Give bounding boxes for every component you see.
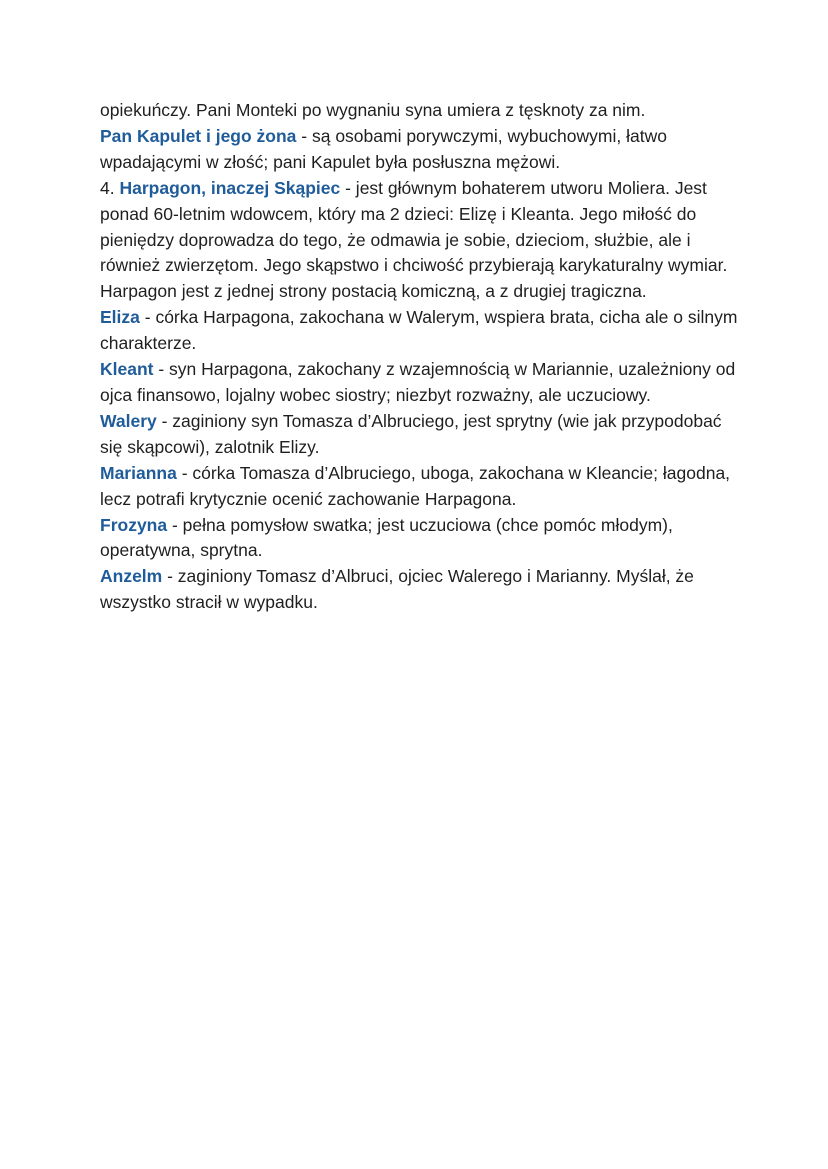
paragraph-text: - córka Tomasza d’Albruciego, uboga, zakochana w Kleancie; łagodna, lecz potrafi krytycznie ocenić zachowanie Harpagona. <box>100 462 731 509</box>
character-name-eliza: Eliza <box>100 307 140 328</box>
paragraph-marianna <box>100 461 740 513</box>
paragraph-text: - pełna pomysłow swatka; jest uczuciowa (chce pomóc młodym), operatywna, sprytna. <box>100 514 673 561</box>
paragraph-text: - są osobami porywczymi, wybuchowymi, łatwo wpadającymi w złość; pani Kapulet była posłuszna mężowi. <box>100 125 667 172</box>
paragraph-harpagon <box>100 176 740 306</box>
character-name-anzelm: Anzelm <box>100 566 163 587</box>
paragraph-text: - córka Harpagona, zakochana w Walerym, wspiera brata, cicha ale o silnym charakterze. <box>100 307 738 354</box>
paragraph-monteki <box>100 98 740 124</box>
character-name-kleant: Kleant <box>100 359 154 380</box>
character-name-marianna: Marianna <box>100 462 177 483</box>
paragraph-anzelm <box>100 564 740 616</box>
document-body <box>100 98 740 616</box>
paragraph-kleant <box>100 357 740 409</box>
paragraph-kapulet <box>100 124 740 176</box>
paragraph-text: opiekuńczy. Pani Monteki po wygnaniu syna umiera z tęsknoty za nim. <box>100 100 646 120</box>
character-name-frozyna: Frozyna <box>100 514 168 535</box>
paragraph-walery <box>100 409 740 461</box>
paragraph-text: - jest głównym bohaterem utworu Moliera. Jest ponad 60-letnim wdowcem, który ma 2 dzieci: Elizę i Kleanta. Jego miłość do pieniędzy doprowadza do tego, że odmawia je sobie, dzieciom, służbie, ale i również zwierzętom. Jego skąpstwo i chciwość przybierają karykaturalny wymiar. Harpagon jest z jednej strony postacią komiczną, a z drugiej tragiczna. <box>100 177 728 302</box>
character-name-kapulet: Pan Kapulet i jego żona <box>100 125 297 146</box>
list-number: 4. <box>100 177 120 198</box>
paragraph-frozyna <box>100 513 740 565</box>
character-name-walery: Walery <box>100 410 157 431</box>
character-name-harpagon: Harpagon, inaczej Skąpiec <box>119 177 341 198</box>
paragraph-eliza <box>100 305 740 357</box>
paragraph-text: - zaginiony Tomasz d’Albruci, ojciec Walerego i Marianny. Myślał, że wszystko stracił w wypadku. <box>100 566 694 613</box>
paragraph-text: - syn Harpagona, zakochany z wzajemnością w Mariannie, uzależniony od ojca finansowo, lojalny wobec siostry; niezbyt rozważny, ale uczuciowy. <box>100 359 736 405</box>
paragraph-text: - zaginiony syn Tomasza d’Albruciego, jest sprytny (wie jak przypodobać się skąpcowi), zalotnik Elizy. <box>100 410 722 457</box>
